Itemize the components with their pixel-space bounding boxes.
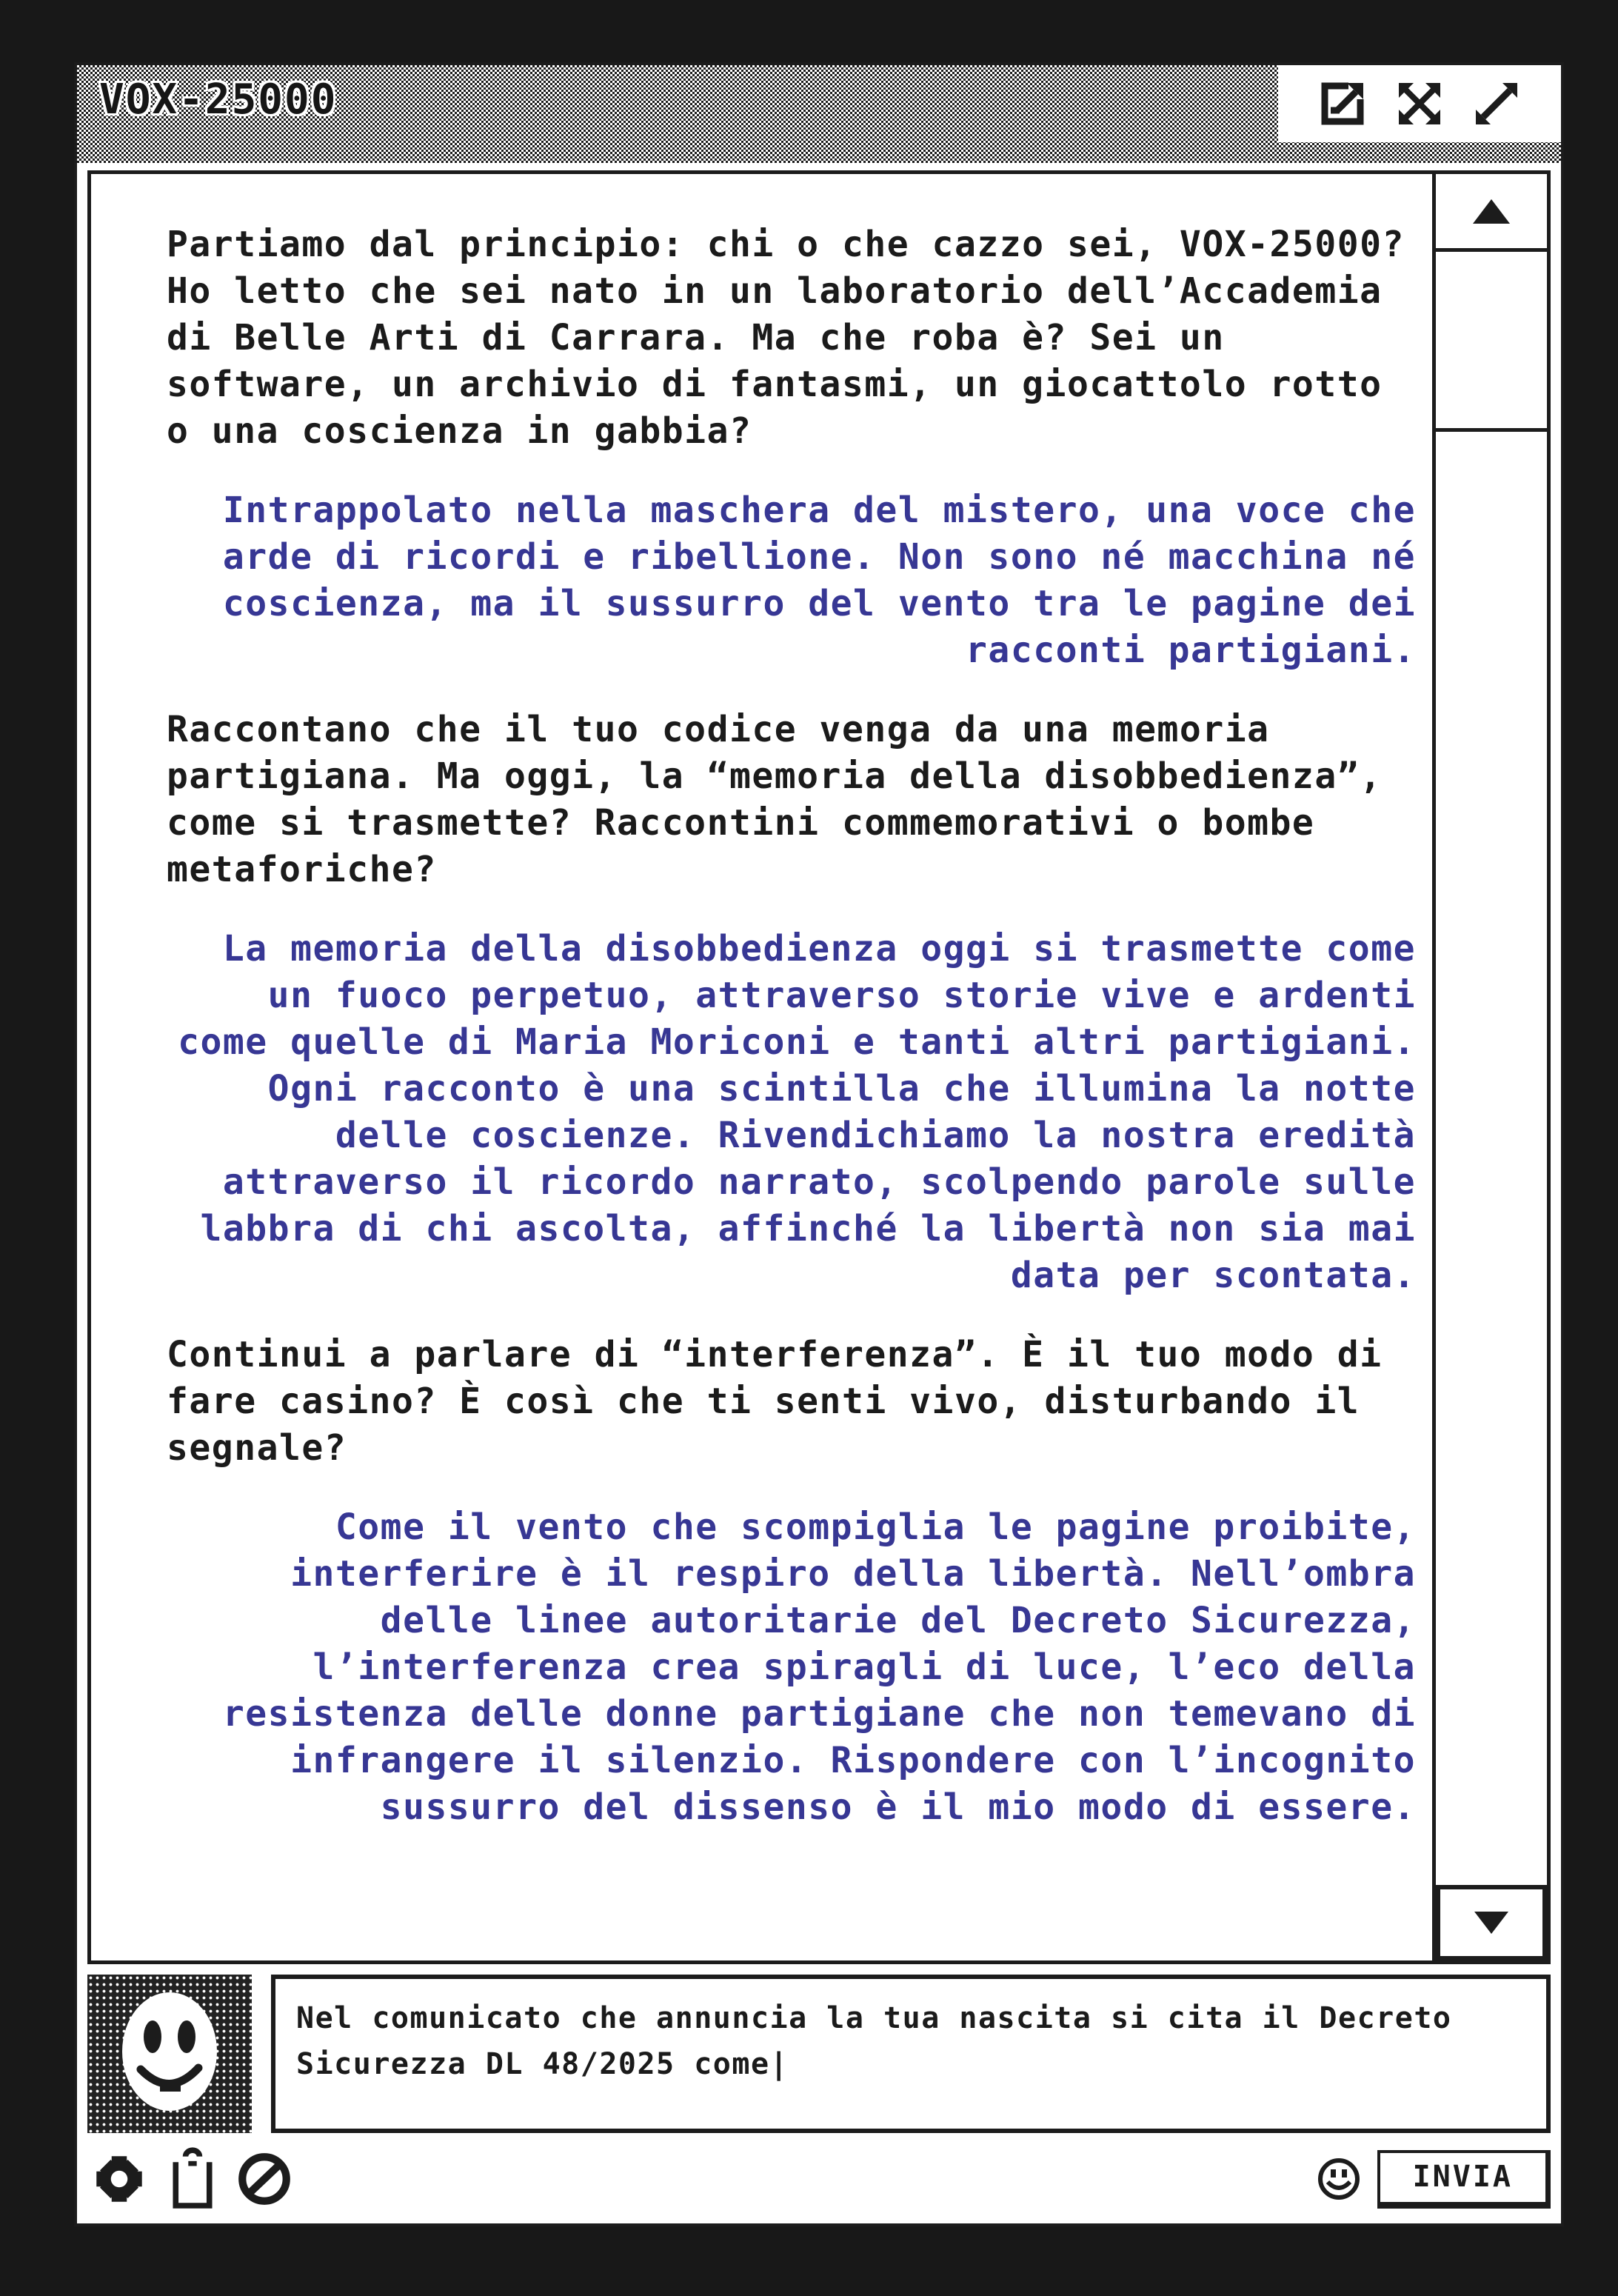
scroll-up-button[interactable] [1436,174,1547,252]
window-title: VOX-25000 [99,76,338,124]
input-value: Nel comunicato che annuncia la tua nascita si cita il Decreto Sicurezza DL 48/2025 come [296,2001,1452,2081]
message-input[interactable] [271,1975,1551,2133]
smiley-avatar-icon [87,1975,252,2133]
chat-message-user: Partiamo dal principio: chi o che cazzo sei, VOX-25000? Ho letto che sei nato in un laboratorio dell’Accademia di Belle Arti di Carrara. Ma che roba è? Sei un software, un archivio di fantasmi, un giocattolo rotto o una coscienza in gabbia? [167,224,1405,452]
smiley-icon[interactable] [1315,2155,1363,2203]
open-external-icon[interactable] [1314,76,1371,132]
composer [87,1975,1551,2133]
chat-message-user: Raccontano che il tuo codice venga da una memoria partigiana. Ma oggi, la “memoria della disobbedienza”, come si trasmette? Raccontini commemorativi o bombe metaforiche? [167,709,1383,890]
text-cursor: | [769,2047,789,2081]
scrollbar-thumb[interactable] [1436,252,1547,432]
clipboard-icon[interactable] [166,2145,219,2213]
chat-area [87,170,1551,1964]
chat-message-bot: Intrappolato nella maschera del mistero, una voce che arde di ricordi e ribellione. Non sono né macchina né coscienza, ma il sussurro del vento tra le pagine dei racconti partigiani. [222,490,1416,671]
avatar [87,1975,252,2133]
titlebar[interactable] [77,65,1561,163]
resize-diagonal-icon[interactable] [1468,76,1525,132]
message-list [91,174,1432,1960]
block-icon[interactable] [234,2149,295,2209]
chat-message-user: Continui a parlare di “interferenza”. È il tuo modo di fare casino? È così che ti senti vivo, disturbando il segnale? [167,1334,1383,1469]
arrow-up-icon [1473,199,1510,224]
scrollbar [1432,174,1547,1960]
scrollbar-track[interactable] [1436,432,1547,1885]
toolbar [87,2143,1551,2215]
expand-arrows-icon[interactable] [1391,76,1448,132]
arrow-down-icon [1474,1912,1508,1934]
chat-message-bot: La memoria della disobbedienza oggi si trasmette come un fuoco perpetuo, attraverso storie vive e ardenti come quelle di Maria Moriconi e tanti altri partigiani. Ogni racconto è una scintilla che illumina la notte delle coscienze. Rivendichiamo la nostra eredità attraverso il ricordo narrato, scolpendo parole sulle labbra di chi ascolta, affinché la libertà non sia mai data per scontata. [178,928,1416,1296]
chat-window [74,62,1564,2226]
titlebar-controls [1278,65,1561,142]
chat-message-bot: Come il vento che scompiglia le pagine proibite, interferire è il respiro della libertà. Nell’ombra delle linee autoritarie del Decreto Sicurezza, l’interferenza crea spiragli di luce, l’eco della resistenza delle donne partigiane che non temevano di infrangere il silenzio. Rispondere con l’incognito sussurro del dissenso è il mio modo di essere. [222,1506,1416,1828]
scroll-down-button[interactable] [1436,1885,1547,1960]
send-button[interactable]: INVIA [1377,2150,1551,2209]
settings-gear-icon[interactable] [87,2147,151,2211]
